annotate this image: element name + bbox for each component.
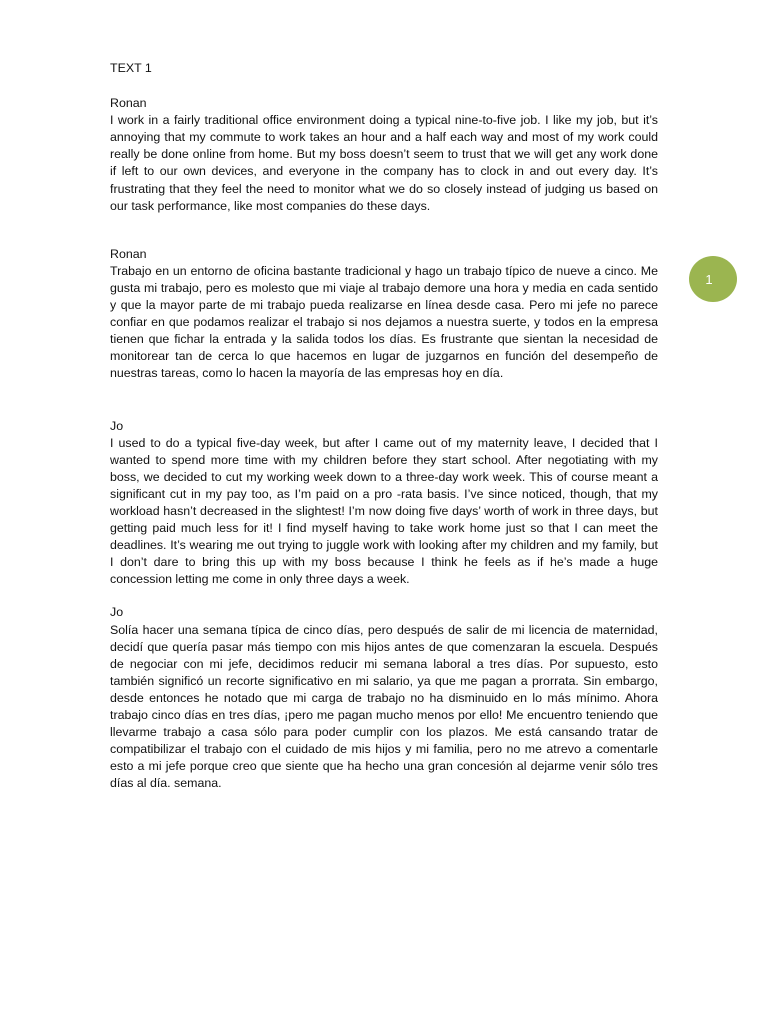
section-paragraph: Solía hacer una semana típica de cinco días, pero después de salir de mi licencia de maternidad, decidí que quería pasar más tiempo con mis hijos antes de que comenzaran la escuela. Después de negociar con mi jefe, decidimos reducir mi semana laboral a tres días. Por supuesto, esto también significó un recorte significativo en mi salario, ya que me pagan a prorrata. Sin embargo, desde entonces he notado que mi carga de trabajo no ha disminuido en lo más mínimo. Ahora trabajo cinco días en tres días, ¡pero me pagan mucho menos por ello! Me encuentro teniendo que llevarme trabajo a casa sólo para poder cumplir con los plazos. Me está cansando tratar de compatibilizar el trabajo con el cuidado de mis hijos y mi familia, pero no me atrevo a comentarle esto a mi jefe porque creo que siente que ha hecho una gran concesión al dejarme venir sólo tres días al día. semana. (110, 622, 658, 791)
spacer (110, 215, 658, 246)
speaker-name: Jo (110, 418, 124, 433)
section-jo-english (110, 418, 658, 589)
spacer (110, 588, 658, 604)
spacer (110, 383, 658, 418)
page-number-badge: 1 (689, 256, 737, 302)
document-body (110, 60, 658, 792)
section-paragraph: I work in a fairly traditional office environment doing a typical nine-to-five job. I like my job, but it’s annoying that my commute to work takes an hour and a half each way and most of my work could really be done online from home. But my boss doesn’t seem to trust that we will get any work done if left to our own devices, and everyone in the company has to clock in and out every day. It’s frustrating that they feel the need to monitor what we do so closely instead of judging us based on our task performance, like most companies do these days. (110, 113, 658, 213)
speaker-name: Ronan (110, 246, 147, 261)
document-title: TEXT 1 (110, 61, 152, 75)
section-paragraph: Trabajo en un entorno de oficina bastante tradicional y hago un trabajo típico de nueve a cinco. Me gusta mi trabajo, pero es molesto que mi viaje al trabajo demore una hora y media en cada sentido y que la mayor parte de mi trabajo pueda realizarse en línea desde casa. Pero mi jefe no parece confiar en que podamos realizar el trabajo si nos dejamos a nuestra suerte, y todos en la empresa tienen que fichar la entrada y la salida todos los días. Es frustrante que sientan la necesidad de monitorear tan de cerca lo que hacemos en lugar de juzgarnos en función del desempeño de nuestras tareas, como lo hacen la mayoría de las empresas hoy en día. (110, 263, 658, 381)
section-ronan-english (110, 95, 658, 215)
section-paragraph: I used to do a typical five-day week, but after I came out of my maternity leave, I decided that I wanted to spend more time with my children before they start school. After negotiating with my boss, we decided to cut my working week down to a three-day work week. This of course meant a significant cut in my pay too, as I’m paid on a pro -rata basis. I’ve since noticed, though, that my workload hasn’t decreased in the slightest! I’m now doing five days’ worth of work in three days, but getting paid much less for it! I find myself having to take work home just so that I can meet the deadlines. It’s wearing me out trying to juggle work with looking after my children and my family, but I don’t dare to bring this up with my boss because I think he feels as if he’s made a huge concession letting me come in only three days a week. (110, 435, 658, 587)
speaker-name: Jo (110, 605, 124, 620)
section-ronan-spanish (110, 246, 658, 383)
section-jo-spanish (110, 604, 658, 792)
speaker-name: Ronan (110, 96, 147, 111)
